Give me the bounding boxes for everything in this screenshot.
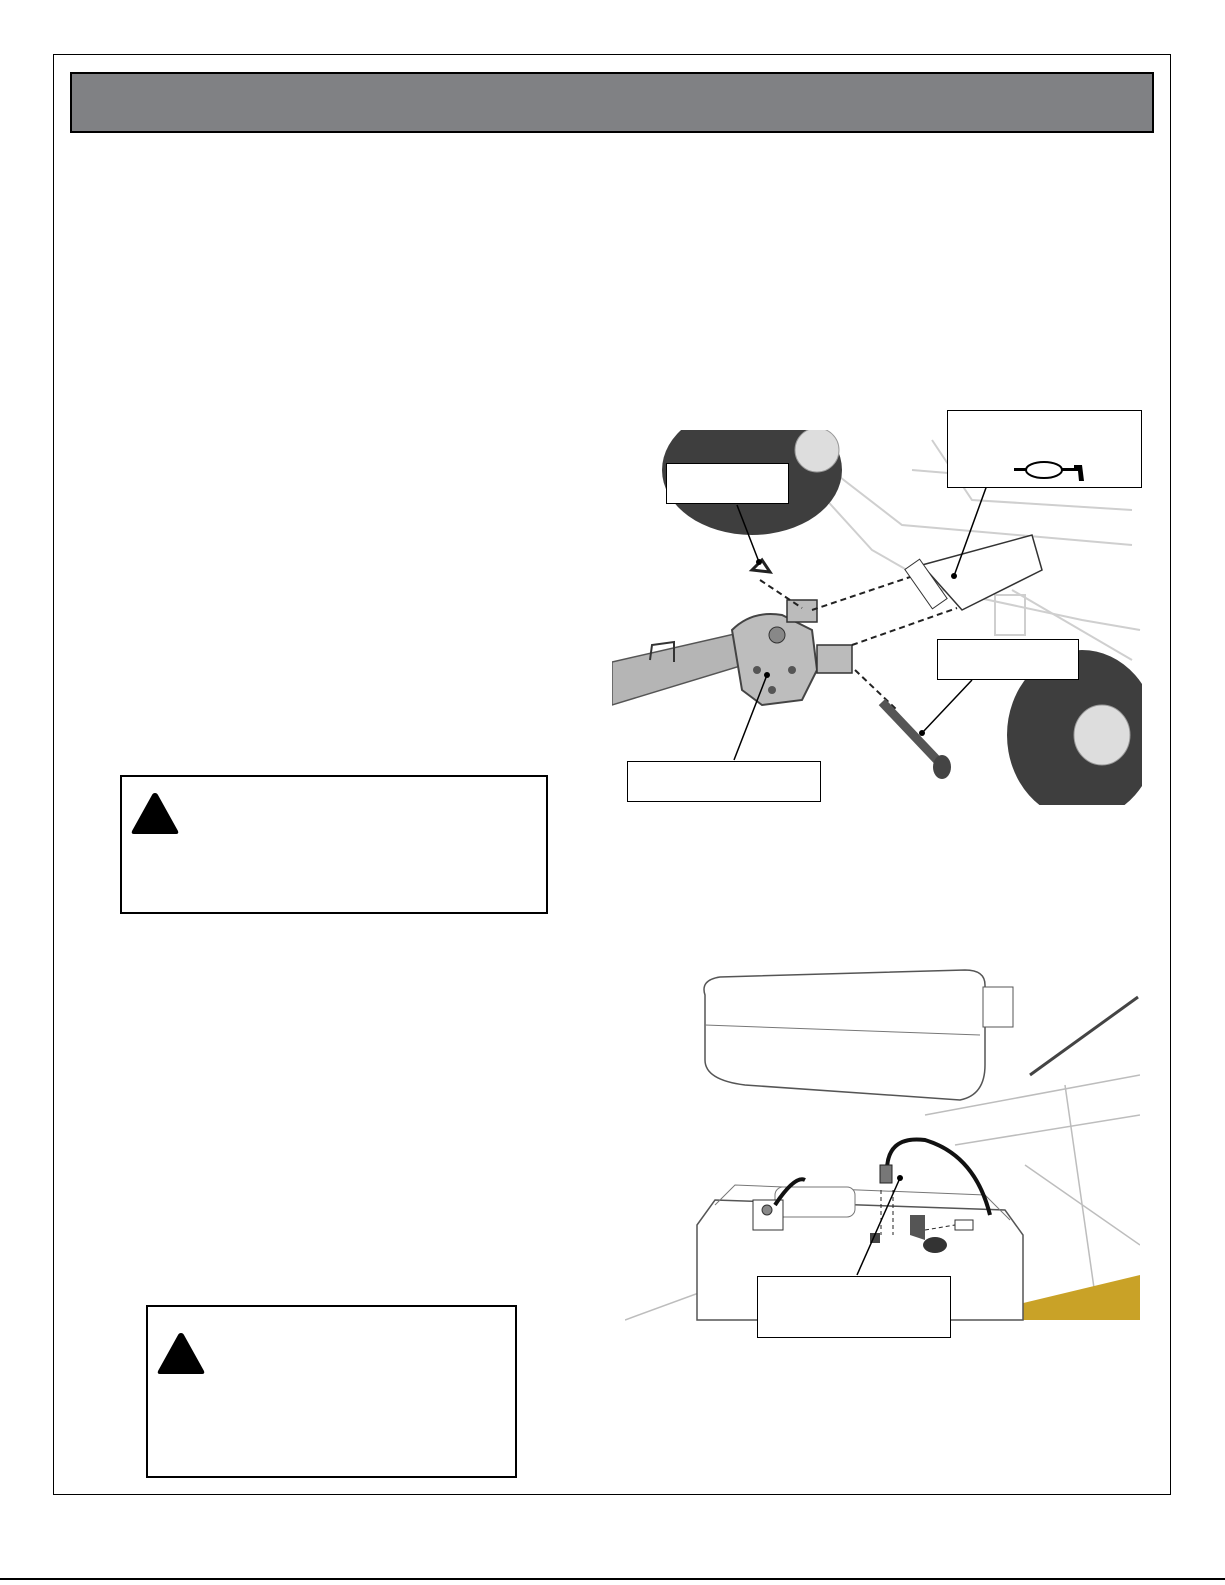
callout-pin-clip-text bbox=[667, 464, 788, 474]
callout-battery-terminal bbox=[757, 1276, 951, 1338]
callout-hitch-pin bbox=[937, 639, 1079, 680]
callout-tongue-coupler-text bbox=[628, 762, 820, 772]
callout-grease-fitting bbox=[947, 410, 1142, 488]
warning-box-1 bbox=[120, 775, 548, 914]
section-header-bar bbox=[70, 72, 1154, 133]
warning-triangle-icon bbox=[130, 791, 180, 835]
callout-hitch-pin-text bbox=[938, 640, 1078, 650]
battery-illustration bbox=[625, 965, 1140, 1325]
callout-tongue-coupler bbox=[627, 761, 821, 802]
callout-pin-clip bbox=[666, 463, 789, 504]
callout-grease-fitting-text bbox=[948, 411, 1141, 419]
footer-rule bbox=[0, 1578, 1225, 1580]
warning-box-2 bbox=[146, 1305, 517, 1478]
warning-triangle-icon bbox=[156, 1331, 206, 1375]
callout-battery-terminal-text bbox=[758, 1277, 950, 1289]
grease-gun-icon bbox=[1014, 459, 1086, 481]
